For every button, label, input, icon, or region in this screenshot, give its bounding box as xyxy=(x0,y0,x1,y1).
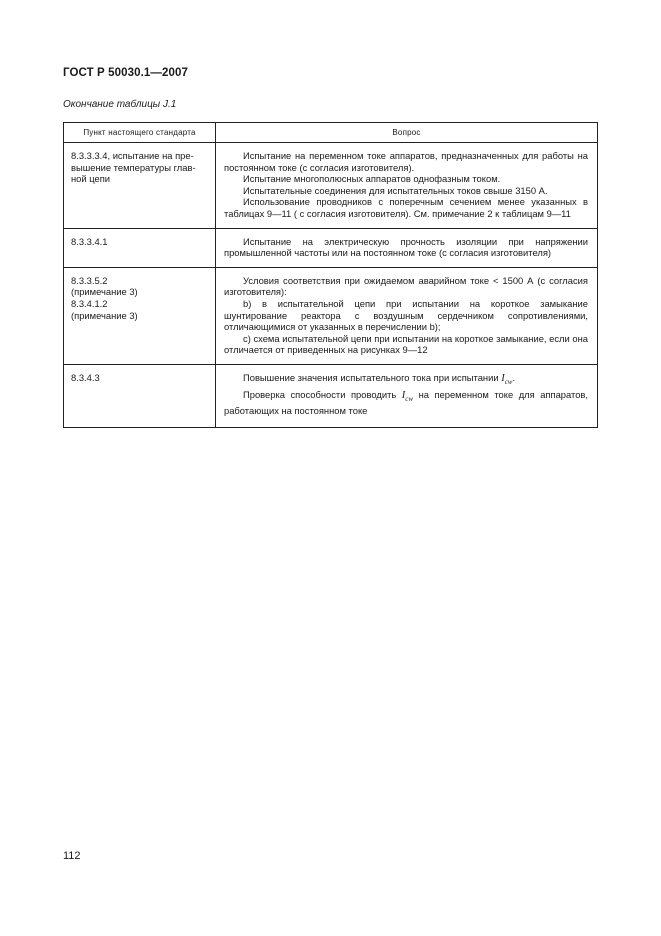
question-paragraph xyxy=(224,372,588,389)
clause-line: вышение температуры глав- xyxy=(71,161,196,173)
current-symbol-subscript: cw xyxy=(504,378,513,386)
column-header-clause: Пункт настоящего стандарта xyxy=(64,123,216,143)
clause-line: 8.3.4.1.2 xyxy=(71,297,108,309)
clause-line: (примечание 3) xyxy=(71,309,138,321)
table-row xyxy=(64,143,598,229)
question-paragraph: Испытание многополюсных аппаратов однофазным током. xyxy=(243,173,501,185)
column-header-question: Вопрос xyxy=(216,123,598,143)
question-paragraph: с) схема испытательной цепи при испытании на короткое замыкание, если она отличается от приведенных на рисунках 9—12 xyxy=(224,332,588,356)
question-paragraph: Условия соответствия при ожидаемом аварийном токе < 1500 А (с согласия изготовителя): xyxy=(224,274,588,298)
document-code: ГОСТ Р 50030.1—2007 xyxy=(63,67,188,79)
question-paragraph: b) в испытательной цепи при испытании на короткое замыкание шунтирование реактора с воздушным сердечником сопротивлениями, отличающимися от указанных в перечислении b); xyxy=(224,297,588,333)
table-header-row xyxy=(64,123,598,143)
page-number: 112 xyxy=(63,850,81,862)
question-cell xyxy=(216,364,598,427)
requirements-table xyxy=(63,122,598,428)
question-cell xyxy=(216,267,598,364)
question-cell xyxy=(216,228,598,267)
current-symbol-letter: I xyxy=(401,389,406,401)
question-paragraph: Испытательные соединения для испытательных токов свыше 3150 А. xyxy=(243,184,548,196)
question-paragraph: Испытание на электрическую прочность изоляции при напряжении промышленной частоты или на постоянном токе (с согласия изготовителя) xyxy=(224,235,588,259)
current-symbol-letter: I xyxy=(501,372,505,384)
clause-cell xyxy=(64,228,216,267)
question-text: Проверка способности проводить xyxy=(243,388,397,400)
table-row xyxy=(64,228,598,267)
question-paragraph: Использование проводников с поперечным сечением менее указанных в таблицах 9—11 ( с согласия изготовителя). См. примечание 2 к таблицам 9—11 xyxy=(224,196,588,219)
clause-line: 8.3.4.3 xyxy=(71,371,100,383)
clause-cell xyxy=(64,267,216,364)
clause-line: 8.3.3.3.4, испытание на пре- xyxy=(71,150,194,161)
clause-line: 8.3.3.5.2 xyxy=(71,274,108,286)
question-cell xyxy=(216,143,598,229)
current-symbol-subscript: cw xyxy=(405,394,414,403)
clause-line: 8.3.3.4.1 xyxy=(71,235,108,247)
question-text: . xyxy=(512,371,516,383)
question-text: на переменном токе для аппаратов, работающих на постоянном токе xyxy=(224,388,589,417)
clause-cell xyxy=(64,364,216,427)
table-caption: Окончание таблицы J.1 xyxy=(63,99,177,110)
clause-line: ной цепи xyxy=(71,173,111,185)
question-paragraph: Испытание на переменном токе аппаратов, предназначенных для работы на постоянном токе (с согласия изготовителя). xyxy=(224,150,588,173)
clause-line: (примечание 3) xyxy=(71,286,138,298)
clause-cell xyxy=(64,143,216,229)
current-symbol xyxy=(501,373,512,384)
table-row xyxy=(64,364,598,427)
current-symbol xyxy=(402,390,413,401)
question-paragraph xyxy=(224,389,588,417)
question-text: Повышение значения испытательного тока при испытании xyxy=(243,371,499,383)
table-row xyxy=(64,267,598,364)
